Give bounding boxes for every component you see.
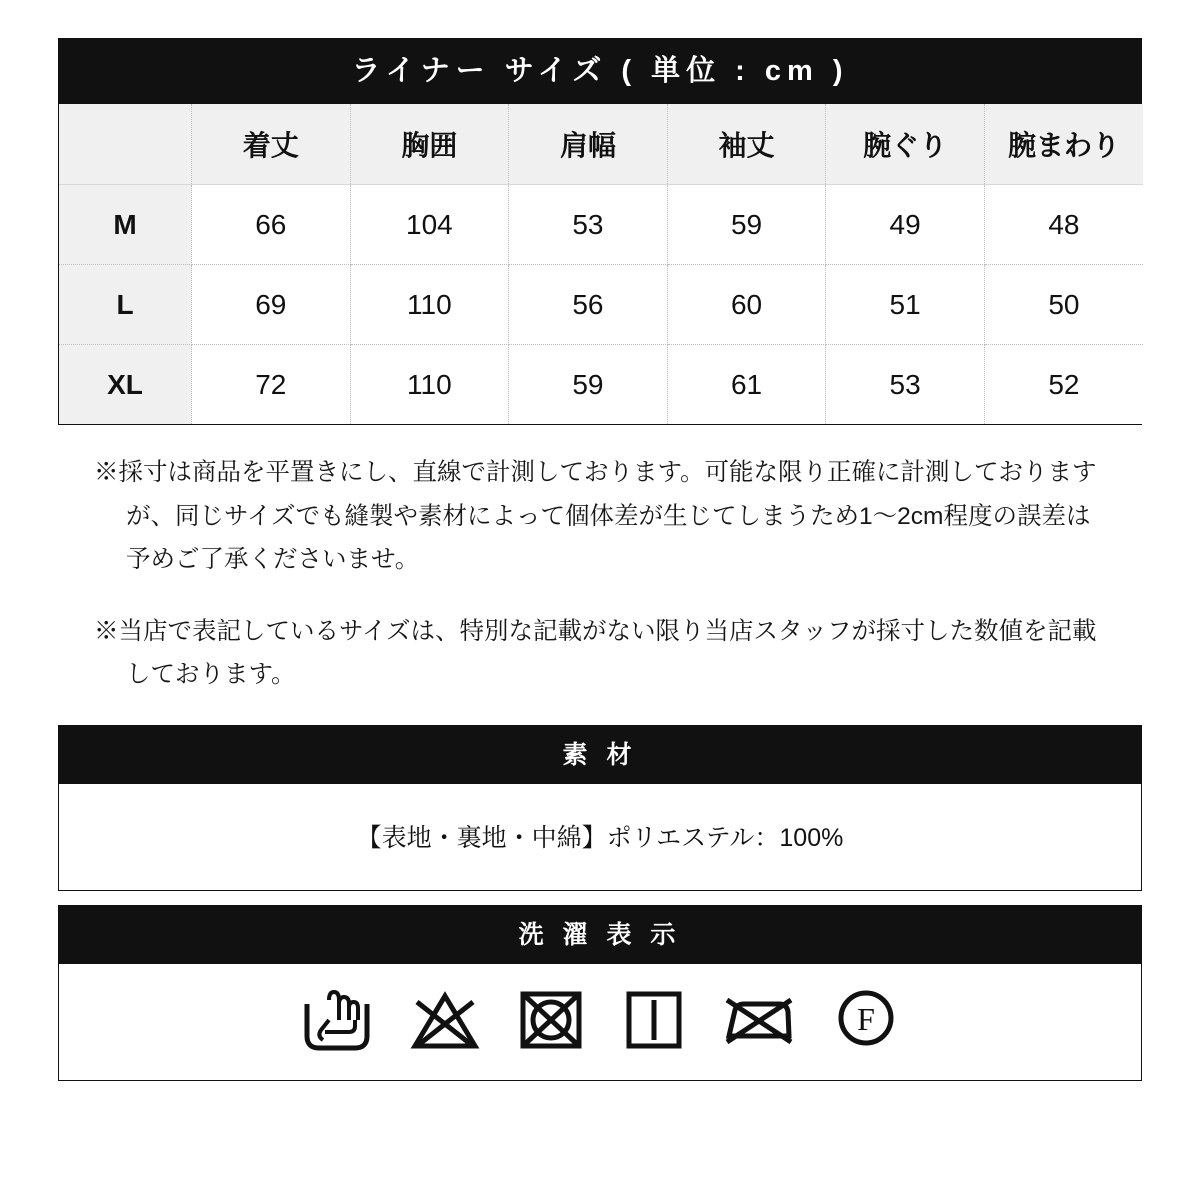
line-dry-icon [621, 986, 687, 1054]
table-row [59, 265, 1143, 345]
material-body: 【表地・裏地・中綿】ポリエステル：100% [59, 784, 1141, 890]
size-table [59, 104, 1143, 424]
cell-xl-length: 72 [192, 345, 351, 425]
note-staff-measured-text: ※当店で表記しているサイズは、特別な記載がない限り当店スタッフが採寸した数値を記載しております。 [94, 617, 1097, 689]
cell-xl-shoulder: 59 [509, 345, 668, 425]
table-row [59, 345, 1143, 425]
column-header-length: 着丈 [192, 104, 351, 185]
row-header-m: M [59, 185, 192, 265]
laundry-section [58, 905, 1142, 1081]
cell-m-chest: 104 [350, 185, 509, 265]
material-section [58, 725, 1142, 891]
column-header-chest: 胸囲 [350, 104, 509, 185]
hand-wash-icon [299, 986, 375, 1054]
cell-xl-sleeve: 61 [667, 345, 826, 425]
cell-l-shoulder: 56 [509, 265, 668, 345]
table-row [59, 185, 1143, 265]
notes-section [58, 451, 1142, 697]
no-iron-icon [721, 986, 797, 1054]
row-header-l: L [59, 265, 192, 345]
cell-l-armhole: 51 [826, 265, 985, 345]
cell-xl-armhole: 53 [826, 345, 985, 425]
column-header-shoulder: 肩幅 [509, 104, 668, 185]
cell-m-length: 66 [192, 185, 351, 265]
row-header-xl: XL [59, 345, 192, 425]
cell-m-armhole: 49 [826, 185, 985, 265]
column-header-size [59, 104, 192, 185]
laundry-icons-row [59, 986, 1141, 1054]
no-tumble-dry-icon [515, 986, 587, 1054]
note-staff-measured [94, 610, 1110, 697]
column-header-armhole: 腕ぐり [826, 104, 985, 185]
size-table-title: ライナー サイズ ( 単位 : cm ) [58, 38, 1142, 104]
cell-l-chest: 110 [350, 265, 509, 345]
cell-xl-arm-circumference: 52 [984, 345, 1143, 425]
laundry-body [59, 964, 1141, 1080]
cell-l-sleeve: 60 [667, 265, 826, 345]
column-header-sleeve: 袖丈 [667, 104, 826, 185]
size-table-wrapper [58, 104, 1142, 425]
note-measurement [94, 451, 1110, 582]
cell-l-length: 69 [192, 265, 351, 345]
svg-text:F: F [857, 1001, 875, 1038]
column-header-arm-circumference: 腕まわり [984, 104, 1143, 185]
cell-m-arm-circumference: 48 [984, 185, 1143, 265]
laundry-header: 洗 濯 表 示 [59, 906, 1141, 964]
size-table-block [58, 38, 1142, 425]
cell-xl-chest: 110 [350, 345, 509, 425]
cell-m-sleeve: 59 [667, 185, 826, 265]
cell-m-shoulder: 53 [509, 185, 668, 265]
cell-l-arm-circumference: 50 [984, 265, 1143, 345]
no-bleach-icon [409, 986, 481, 1054]
dry-clean-f-icon [831, 986, 901, 1054]
material-header: 素 材 [59, 726, 1141, 784]
note-measurement-text: ※採寸は商品を平置きにし、直線で計測しております。可能な限り正確に計測しておりますが、同じサイズでも縫製や素材によって個体差が生じてしまうため1〜2cm程度の誤差は予めご了承くださいませ。 [94, 459, 1097, 574]
table-header-row [59, 104, 1143, 185]
